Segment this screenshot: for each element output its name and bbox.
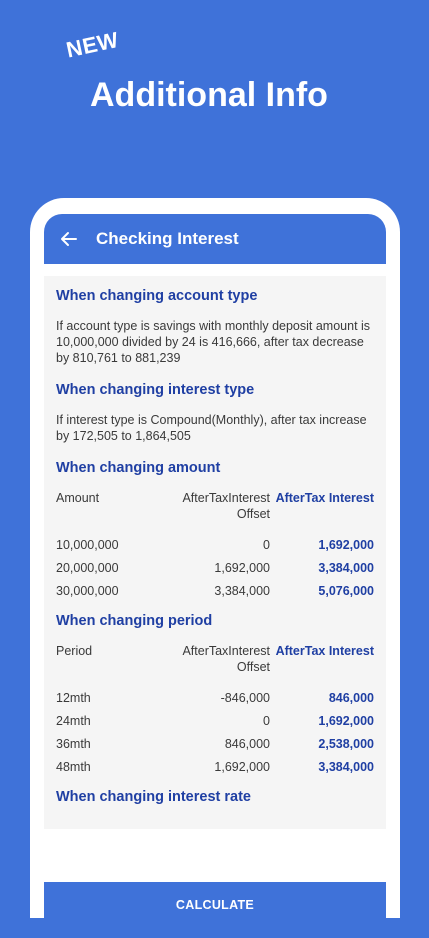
table-header: AfterTax Interest bbox=[275, 491, 374, 505]
period-table bbox=[56, 643, 374, 779]
table-header: Amount bbox=[56, 491, 100, 505]
table-cell: -846,000 bbox=[220, 691, 270, 705]
table-cell: 846,000 bbox=[224, 737, 270, 751]
section-title-period: When changing period bbox=[56, 613, 213, 629]
table-cell: 10,000,000 bbox=[56, 538, 119, 552]
table-header-row bbox=[56, 643, 374, 687]
table-cell: 3,384,000 bbox=[318, 561, 374, 575]
table-cell: 36mth bbox=[56, 737, 91, 751]
promo-title: Additional Info bbox=[90, 76, 328, 114]
table-cell: 3,384,000 bbox=[214, 584, 270, 598]
table-row bbox=[56, 710, 374, 733]
account-type-text: If account type is savings with monthly deposit amount is 10,000,000 divided by 24 is 416,666, after tax decrease by 810,761 to 881,239 bbox=[56, 319, 371, 365]
promo-new-badge: NEW bbox=[64, 27, 121, 63]
amount-table bbox=[56, 490, 374, 603]
table-row bbox=[56, 687, 374, 710]
section-title-interest-type: When changing interest type bbox=[56, 382, 255, 398]
table-row bbox=[56, 580, 374, 603]
table-cell: 2,538,000 bbox=[318, 737, 374, 751]
section-title-account-type: When changing account type bbox=[56, 288, 258, 304]
interest-type-text: If interest type is Compound(Monthly), after tax increase by 172,505 to 1,864,505 bbox=[56, 413, 367, 443]
app-screen bbox=[44, 214, 386, 918]
table-cell: 30,000,000 bbox=[56, 584, 119, 598]
table-header: AfterTax Interest bbox=[275, 644, 374, 658]
table-cell: 1,692,000 bbox=[214, 760, 270, 774]
table-header-row bbox=[56, 490, 374, 534]
table-header: AfterTaxInterest Offset bbox=[182, 491, 270, 521]
app-bar-title: Checking Interest bbox=[96, 229, 239, 248]
table-header: Period bbox=[56, 644, 93, 658]
table-cell: 5,076,000 bbox=[318, 584, 374, 598]
table-cell: 846,000 bbox=[328, 691, 374, 705]
phone-frame bbox=[30, 198, 400, 918]
table-cell: 0 bbox=[263, 538, 270, 552]
table-cell: 1,692,000 bbox=[214, 561, 270, 575]
calculate-button[interactable]: CALCULATE bbox=[44, 882, 386, 938]
table-header: AfterTaxInterest Offset bbox=[182, 644, 270, 674]
table-cell: 48mth bbox=[56, 760, 91, 774]
info-content bbox=[44, 276, 386, 829]
table-cell: 1,692,000 bbox=[318, 714, 374, 728]
table-cell: 24mth bbox=[56, 714, 91, 728]
table-cell: 0 bbox=[263, 714, 270, 728]
section-title-interest-rate: When changing interest rate bbox=[56, 789, 251, 805]
table-row bbox=[56, 534, 374, 557]
table-row bbox=[56, 756, 374, 779]
table-row bbox=[56, 733, 374, 756]
section-title-amount: When changing amount bbox=[56, 460, 221, 476]
app-bar bbox=[44, 214, 386, 264]
table-cell: 3,384,000 bbox=[318, 760, 374, 774]
table-row bbox=[56, 557, 374, 580]
table-cell: 20,000,000 bbox=[56, 561, 119, 575]
table-cell: 1,692,000 bbox=[318, 538, 374, 552]
table-cell: 12mth bbox=[56, 691, 91, 705]
arrow-left-icon[interactable] bbox=[44, 232, 94, 246]
